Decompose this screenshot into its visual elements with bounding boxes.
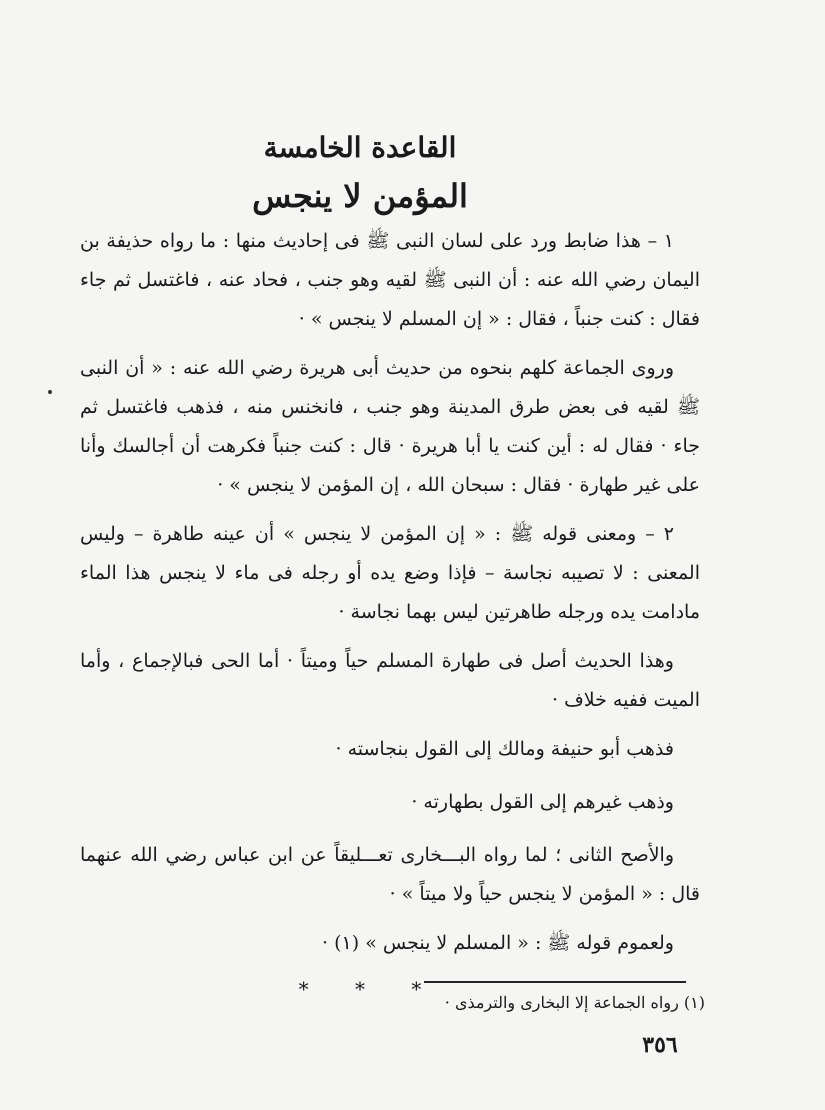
paragraph-3: ٢ – ومعنى قوله ﷺ : « إن المؤمن لا ينجس » أن عينه طاهرة – وليس المعنى : لا تصيبه نجاسة – فإذا وضع يده أو رجله فى ماء لا ينجس هذا الماء مادامت يده ورجله طاهرتين ليس بهما نجاسة · xyxy=(80,523,700,623)
footnote-divider xyxy=(424,981,686,983)
paragraph-8: ولعموم قوله ﷺ : « المسلم لا ينجس » (١) · xyxy=(322,932,674,954)
paragraph-7: والأصح الثانى ؛ لما رواه البـــخارى تعـــليقاً عن ابن عباس رضي الله عنهما قال : « المؤمن لا ينجس حياً ولا ميتاً » · xyxy=(80,844,700,905)
rule-title: القاعدة الخامسة xyxy=(263,131,457,164)
paragraph-2: وروى الجماعة كلهم بنحوه من حديث أبى هريرة رضي الله عنه : « أن النبى ﷺ لقيه فى بعض طرق المدينة وهو جنب ، فانخنس منه ، فذهب فاغتسل ثم جاء · فقال له : أين كنت يا أبا هريرة · قال : كنت جنباً فكرهت أن أجالسك وأنا على غير طهارة · فقال : سبحان الله ، إن المؤمن لا ينجس » · xyxy=(80,357,700,496)
paragraph-4: وهذا الحديث أصل فى طهارة المسلم حياً وميتاً · أما الحى فبالإجماع ، وأما الميت ففيه خلاف · xyxy=(80,650,700,711)
scan-speck xyxy=(48,390,52,394)
paragraph-1: ١ – هذا ضابط ورد على لسان النبى ﷺ فى إحاديث منها : ما رواه حذيفة بن اليمان رضي الله عنه : أن النبى ﷺ لقيه وهو جنب ، فحاد عنه ، فاغتسل ثم جاء فقال : كنت جنباً ، فقال : « إن المسلم لا ينجس » · xyxy=(80,230,700,330)
paragraph-6: وذهب غيرهم إلى القول بطهارته · xyxy=(411,791,674,813)
footnote: (١) رواه الجماعة إلا البخارى والترمذى · xyxy=(444,993,705,1012)
section-separator: * * * xyxy=(298,977,442,1001)
paragraph-5: فذهب أبو حنيفة ومالك إلى القول بنجاسته · xyxy=(335,738,674,760)
page-number: ٣٥٦ xyxy=(642,1032,678,1058)
rule-subtitle: المؤمن لا ينجس xyxy=(252,177,468,215)
page-content xyxy=(80,128,700,1001)
